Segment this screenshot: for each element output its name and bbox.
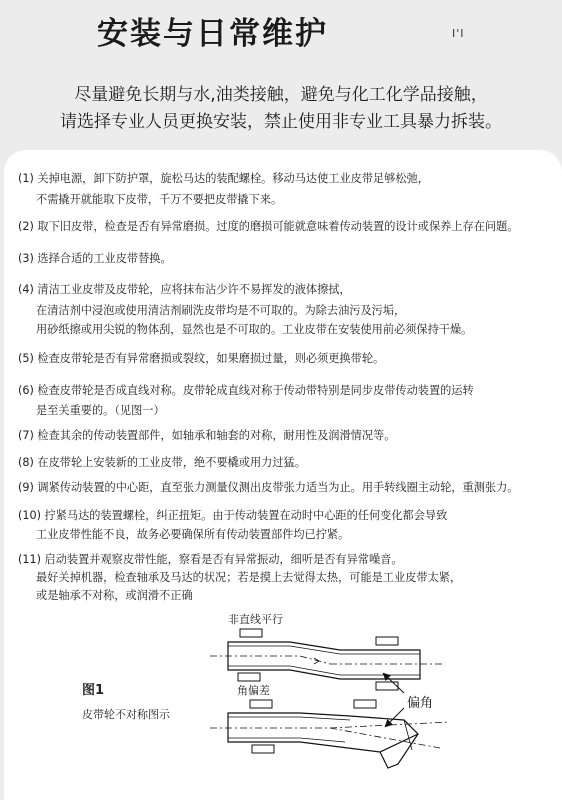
step-7-line-1: (7) 检查其余的传动装置部件，如轴承和轴套的对称，耐用性及润滑情况等。 [18, 429, 396, 442]
label-angle: 角偏差 [237, 684, 270, 697]
step-9-line-1: (9) 调紧传动装置的中心距，直至张力测量仪测出皮带张力适当为止。用手转线圈主动轮，重测张力。 [18, 481, 519, 494]
figure-caption: 皮带轮不对称图示 [82, 708, 170, 721]
step-2 [18, 218, 548, 236]
step-2-line-1: (2) 取下旧皮带，检查是否有异常磨损。过度的磨损可能就意味着传动装置的设计或保养上存在问题。 [18, 220, 519, 233]
step-8 [18, 454, 548, 472]
header-mark: I'I [452, 27, 465, 40]
step-1 [18, 170, 548, 209]
step-10-line-2: 工业皮带性能不良，故务必要确保所有传动装置部件均已拧紧。 [36, 528, 350, 541]
step-10-line-1: (10) 拧紧马达的装置螺栓，纠正扭矩。由于传动装置在动时中心距的任何变化都会导致 [18, 509, 448, 522]
step-6-line-1: (6) 检查皮带轮是否成直线对称。皮带轮成直线对称于传动带特别是同步皮带传动装置的运转 [18, 384, 474, 397]
intro-notice [0, 82, 562, 136]
intro-line-1: 尽量避免长期与水,油类接触，避免与化工化学品接触， [74, 85, 488, 105]
step-4-line-1: (4) 清洁工业皮带及皮带轮，应将抹布沾少许不易挥发的液体擦拭， [18, 283, 351, 296]
intro-line-2: 请选择专业人员更换安装，禁止使用非专业工具暴力拆装。 [60, 112, 502, 132]
step-5 [18, 350, 548, 368]
step-4 [18, 281, 548, 339]
step-10 [18, 507, 548, 544]
step-6 [18, 382, 548, 420]
step-7 [18, 427, 548, 445]
figure-title: 图1 [82, 683, 105, 698]
step-11-line-3: 或是轴承不对称，或润滑不正确 [36, 589, 193, 602]
label-offset: 偏角 [407, 696, 434, 711]
step-4-line-3: 用砂纸擦或用尖锐的物体刮，显然也是不可取的。工业皮带在安装使用前必须保持干燥。 [36, 323, 473, 336]
step-11-line-1: (11) 启动装置并观察皮带性能，察看是否有异常振动，细听是否有异常噪音。 [18, 553, 403, 566]
step-4-line-2: 在清洁剂中浸泡或使用清洁剂刷洗皮带均是不可取的。为除去油污及污垢， [36, 304, 406, 317]
step-9 [18, 479, 548, 497]
pulley-misalignment-diagram [0, 600, 562, 792]
step-11-line-2: 最好关掉机器，检查轴承及马达的状况；若是摸上去觉得太热，可能是工业皮带太紧， [36, 571, 462, 584]
step-3-line-1: (3) 选择合适的工业皮带替换。 [18, 252, 172, 265]
step-1-line-1: (1) 关掉电源，卸下防护罩，旋松马达的装配螺栓。移动马达使工业皮带足够松弛， [18, 172, 429, 185]
parallel-offset-drawing [210, 629, 445, 690]
step-11 [18, 551, 548, 605]
step-3 [18, 250, 548, 268]
label-parallel: 非直线平行 [228, 613, 283, 626]
page-title: 安装与日常维护 [97, 16, 328, 52]
step-8-line-1: (8) 在皮带轮上安装新的工业皮带，绝不要橇或用力过猛。 [18, 456, 306, 469]
step-1-line-2: 不需撬开就能取下皮带，千万不要把皮带撬下来。 [36, 193, 283, 206]
step-5-line-1: (5) 检查皮带轮是否有异常磨损或裂纹，如果磨损过量，则必须更换带轮。 [18, 352, 385, 365]
step-6-line-2: 是至关重要的。（见图一） [36, 404, 165, 417]
